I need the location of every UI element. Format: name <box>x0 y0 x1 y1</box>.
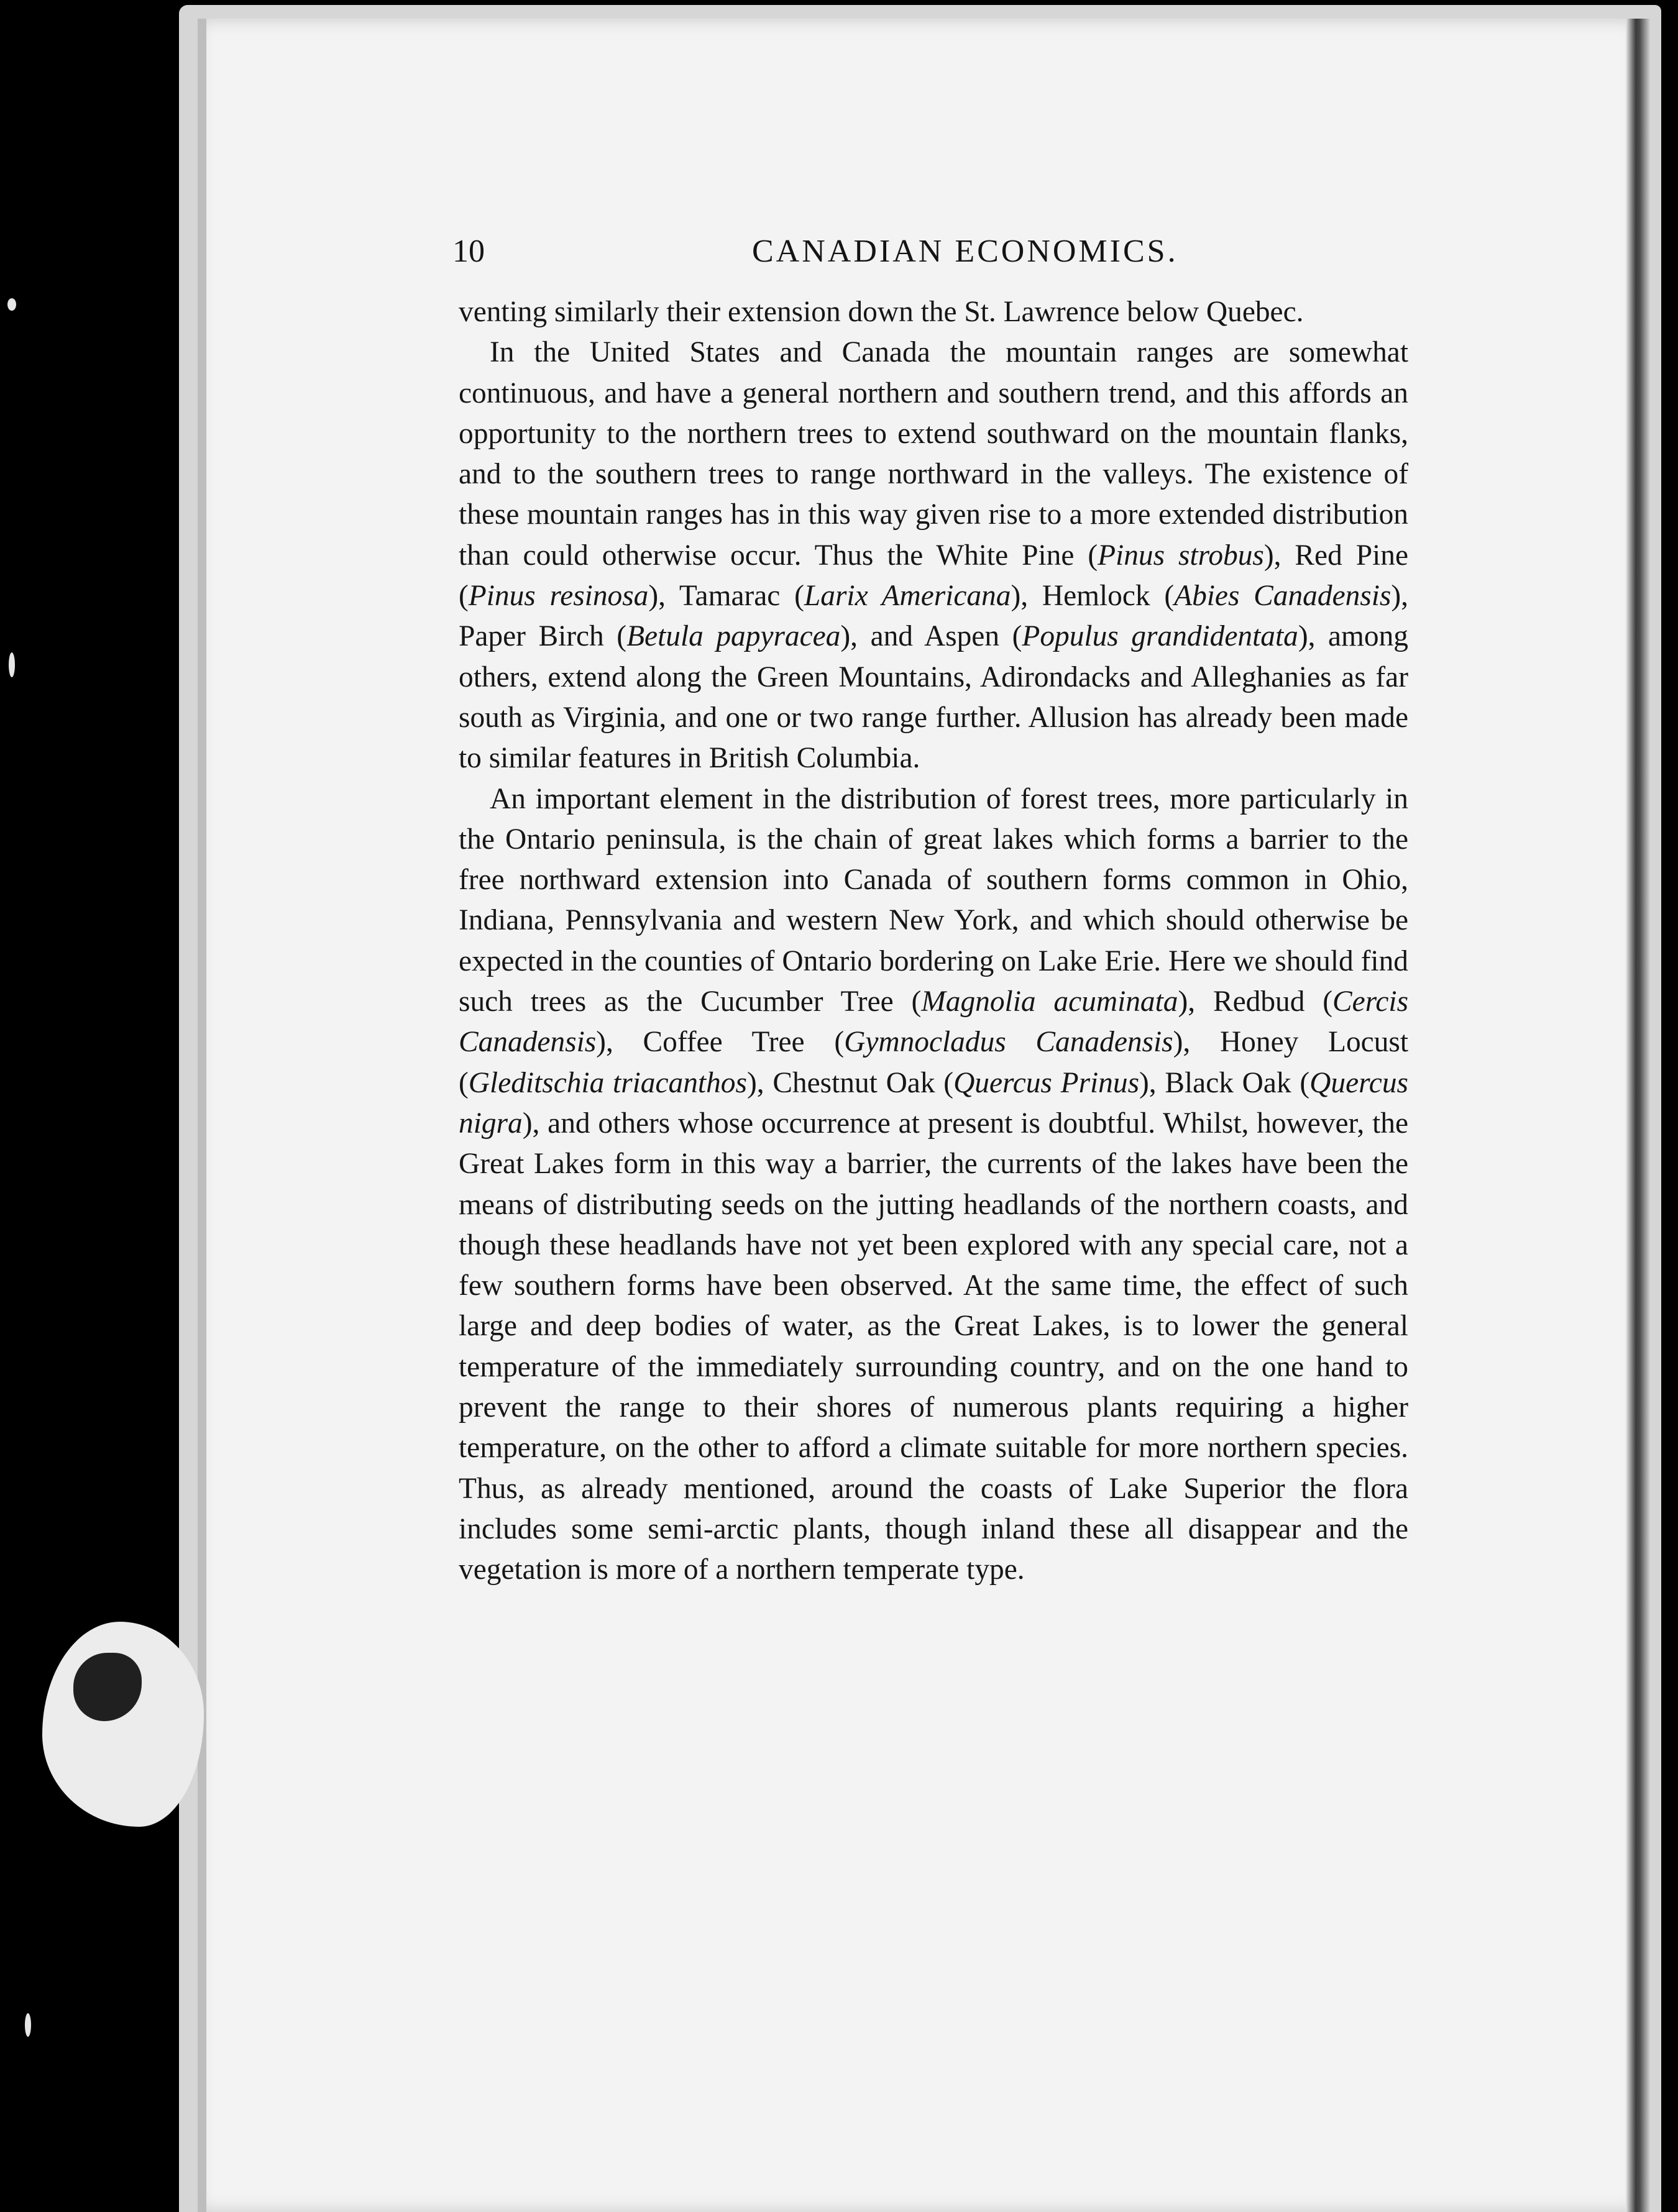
text-run: ), Black Oak ( <box>1139 1066 1310 1099</box>
species-name: Abies Canadensis <box>1174 580 1391 613</box>
text-run: ), Redbud ( <box>1178 985 1333 1018</box>
paragraph <box>459 292 1408 332</box>
species-name: Pinus strobus <box>1098 539 1264 572</box>
page-header <box>452 224 1414 280</box>
text-run: ), Honey Locust ( <box>459 1026 1409 1099</box>
text-run: ), Tamarac ( <box>648 580 804 613</box>
text-run: An important element in the distribution of forest trees, more particularly in the Ontario peninsula, is the chain of great lakes which forms a barrier to the free northward extension into Canada of southern forms common in Ohio, Indiana, Pennsylvania and western New York, and which should otherwise be expected in the counties of Ontario bordering on Lake Erie. Here we should find such trees as the Cucumber Tree ( <box>459 782 1408 1018</box>
species-name: Gleditschia triacanthos <box>468 1066 747 1099</box>
speck <box>7 298 16 311</box>
text-run: ), Coffee Tree ( <box>596 1026 845 1059</box>
page-gutter-edge <box>198 19 206 2212</box>
page-number: 10 <box>452 234 485 269</box>
text-run: ), and others whose occurrence at present is doubtful. Whilst, however, the Great Lakes form in this way a barrier, the currents of the lakes have been the means of distributing seeds on the jutting headlands of the northern coasts, and though these headlands have not yet been explored with any special care, not a few southern forms have been observed. At the same time, the effect of such large and deep bodies of water, as the Great Lakes, is to lower the general temperature of the immediately surrounding country, and on the one hand to prevent the range to their shores of numerous plants requiring a higher temperature, on the other to afford a climate suitable for more northern species. Thus, as already mentioned, around the coasts of Lake Superior the flora includes some semi-arctic plants, though inland these all disappear and the vegetation is more of a northern temperate type. <box>459 1107 1408 1586</box>
paragraph <box>459 332 1408 779</box>
species-name: Betula papyracea <box>626 620 841 653</box>
species-name: Pinus resinosa <box>468 580 649 613</box>
text-run: ), Chestnut Oak ( <box>746 1066 954 1099</box>
species-name: Gymnocladus Canadensis <box>844 1026 1173 1059</box>
species-name: Quercus nigra <box>459 1066 1408 1140</box>
species-name: Cercis Canadensis <box>459 985 1409 1059</box>
species-name: Quercus Prinus <box>953 1066 1140 1099</box>
text-run: ), Red Pine ( <box>459 539 1408 613</box>
text-run: venting similarly their extension down the St. Lawrence below Quebec. <box>459 296 1304 328</box>
species-name: Magnolia acuminata <box>921 985 1178 1018</box>
text-run: ), and Aspen ( <box>840 620 1022 653</box>
text-run: ), Paper Birch ( <box>459 580 1408 653</box>
paragraph <box>459 779 1408 1591</box>
text-run: ), among others, extend along the Green Mountains, Adirondacks and Alleghanies as far south as Virginia, and one or two range further. Allusion has already been made to similar features in British Columbia. <box>459 620 1408 775</box>
speck <box>9 652 15 677</box>
speck <box>25 2013 31 2037</box>
species-name: Populus grandidentata <box>1022 620 1298 653</box>
text-run: ), Hemlock ( <box>1011 580 1175 613</box>
text-run: In the United States and Canada the mountain ranges are somewhat continuous, and have a general northern and southern trend, and this affords an opportunity to the northern trees to extend southward on the mountain flanks, and to the southern trees to range northward in the valleys. The existence of these mountain ranges has in this way given rise to a more extended distribution than could otherwise occur. Thus the White Pine ( <box>459 336 1408 572</box>
page-right-edge <box>1626 19 1651 2212</box>
paper-damage-spot <box>42 1622 204 1827</box>
species-name: Larix Americana <box>804 580 1011 613</box>
running-title: CANADIAN ECONOMICS. <box>752 234 1178 269</box>
body-text <box>459 292 1408 1591</box>
